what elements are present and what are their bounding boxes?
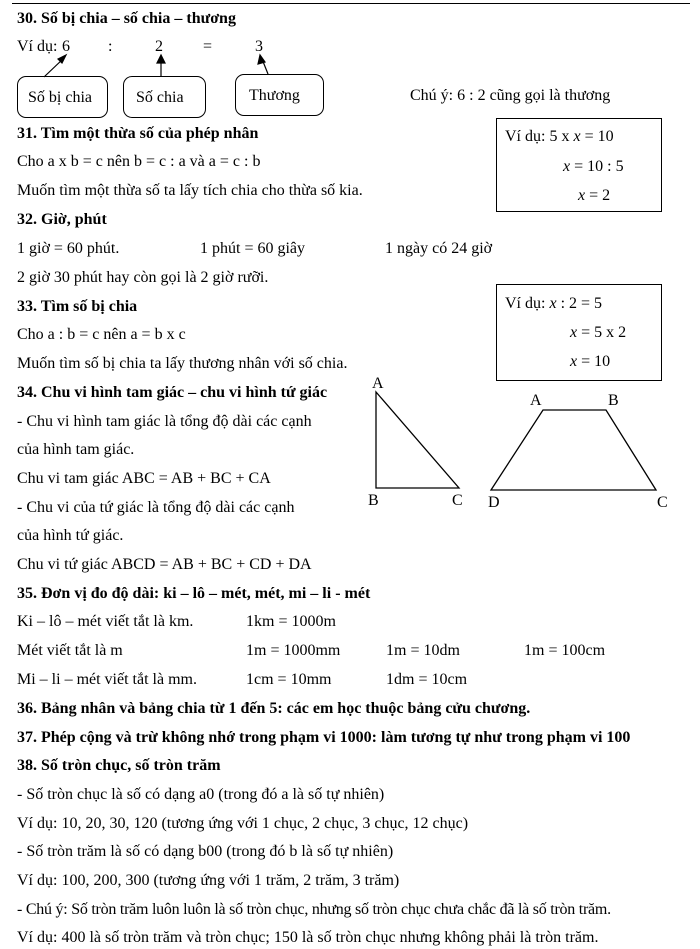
s33-line2: Muốn tìm số bị chia ta lấy thương nhân với số chia. (17, 355, 348, 372)
s31-example-line2: x = 10 : 5 (563, 158, 624, 175)
triangle-label-c: C (452, 492, 463, 509)
triangle-label-a: A (372, 375, 384, 392)
s35-m-to-mm: 1m = 1000mm (246, 642, 341, 659)
s34-line3: Chu vi tam giác ABC = AB + BC + CA (17, 470, 271, 487)
arrow-head-quotient (258, 55, 265, 64)
s34-line2: của hình tam giác. (17, 441, 135, 458)
section-36-title: 36. Bảng nhân và bảng chia từ 1 đến 5: các em học thuộc bảng cửu chương. (17, 700, 531, 717)
s35-km-to-m: 1km = 1000m (246, 613, 336, 630)
s38-line5: - Chú ý: Số tròn trăm luôn luôn là số tròn chục, nhưng số tròn chục chưa chắc đã là số tròn trăm. (17, 901, 611, 918)
triangle-label-b: B (368, 492, 379, 509)
section-33-title: 33. Tìm số bị chia (17, 298, 138, 315)
s30-example-label: Ví dụ: (17, 38, 58, 55)
s33-example-line2: x = 5 x 2 (570, 324, 627, 341)
s34-line1: - Chu vi hình tam giác là tổng độ dài các cạnh (17, 413, 312, 430)
section-31-title: 31. Tìm một thừa số của phép nhân (17, 125, 259, 142)
s35-cm-to-mm: 1cm = 10mm (246, 671, 332, 688)
quotient-box-label: Thương (249, 87, 300, 104)
s38-line6: Ví dụ: 400 là số tròn trăm và tròn chục; 150 là số tròn chục nhưng không phải là tròn trăm. (17, 929, 599, 946)
s31-example-line1: Ví dụ: 5 x x = 10 (505, 128, 614, 145)
section-37-title: 37. Phép cộng và trừ không nhớ trong phạm vi 1000: làm tương tự như trong phạm vi 100 (17, 729, 631, 746)
section-34-title: 34. Chu vi hình tam giác – chu vi hình tứ giác (17, 384, 328, 401)
s31-example-line3: x = 2 (578, 187, 611, 204)
s30-divisor-value: 2 (155, 38, 163, 55)
s31-line1: Cho a x b = c nên b = c : a và a = c : b (17, 153, 261, 170)
s32-hour-minutes: 1 giờ = 60 phút. (17, 240, 120, 257)
trapezoid-label-b: B (608, 392, 619, 409)
s33-example-line3: x = 10 (570, 353, 611, 370)
s35-m-to-cm: 1m = 100cm (524, 642, 606, 659)
divisor-box-label: Số chia (136, 89, 184, 106)
s30-equals: = (203, 38, 213, 55)
s33-example-line1: Ví dụ: x : 2 = 5 (505, 295, 603, 312)
s38-line4: Ví dụ: 100, 200, 300 (tương ứng với 1 trăm, 2 trăm, 3 trăm) (17, 872, 400, 889)
s30-note: Chú ý: 6 : 2 cũng gọi là thương (410, 87, 611, 104)
s31-line2: Muốn tìm một thừa số ta lấy tích chia cho thừa số kia. (17, 182, 363, 199)
trapezoid-label-a: A (530, 392, 542, 409)
s32-minute-seconds: 1 phút = 60 giây (200, 240, 306, 257)
trapezoid-abcd (491, 410, 656, 490)
s38-line2: Ví dụ: 10, 20, 30, 120 (tương ứng với 1 chục, 2 chục, 3 chục, 12 chục) (17, 815, 469, 832)
dividend-box-label: Số bị chia (28, 89, 92, 106)
s30-arrows (44, 55, 268, 77)
s35-mm-abbr: Mi – li – mét viết tắt là mm. (17, 671, 197, 688)
arrow-head-divisor (157, 55, 165, 63)
s30-colon: : (108, 38, 113, 55)
section-32-title: 32. Giờ, phút (17, 211, 107, 228)
s35-km-abbr: Ki – lô – mét viết tắt là km. (17, 613, 194, 630)
s38-line1: - Số tròn chục là số có dạng a0 (trong đó a là số tự nhiên) (17, 786, 385, 803)
triangle-abc (376, 392, 459, 488)
s35-dm-to-cm: 1dm = 10cm (386, 671, 468, 688)
s34-line4: - Chu vi của tứ giác là tổng độ dài các cạnh (17, 499, 295, 516)
s32-day-hours: 1 ngày có 24 giờ (385, 240, 493, 257)
s30-quotient-value: 3 (255, 38, 263, 55)
section-35-title: 35. Đơn vị đo độ dài: ki – lô – mét, mét, mi – li - mét (17, 585, 371, 602)
section-30-title: 30. Số bị chia – số chia – thương (17, 10, 236, 27)
section-38-title: 38. Số tròn chục, số tròn trăm (17, 757, 221, 774)
s34-line6: Chu vi tứ giác ABCD = AB + BC + CD + DA (17, 556, 312, 573)
s33-line1: Cho a : b = c nên a = b x c (17, 326, 186, 343)
trapezoid-label-c: C (657, 494, 668, 511)
s35-m-abbr: Mét viết tắt là m (17, 642, 123, 659)
trapezoid-label-d: D (488, 494, 500, 511)
s35-m-to-dm: 1m = 10dm (386, 642, 460, 659)
s32-line2: 2 giờ 30 phút hay còn gọi là 2 giờ rưỡi. (17, 269, 269, 286)
s30-dividend-value: 6 (62, 38, 70, 55)
s38-line3: - Số tròn trăm là số có dạng b00 (trong đó b là số tự nhiên) (17, 843, 394, 860)
s34-line5: của hình tứ giác. (17, 527, 124, 544)
